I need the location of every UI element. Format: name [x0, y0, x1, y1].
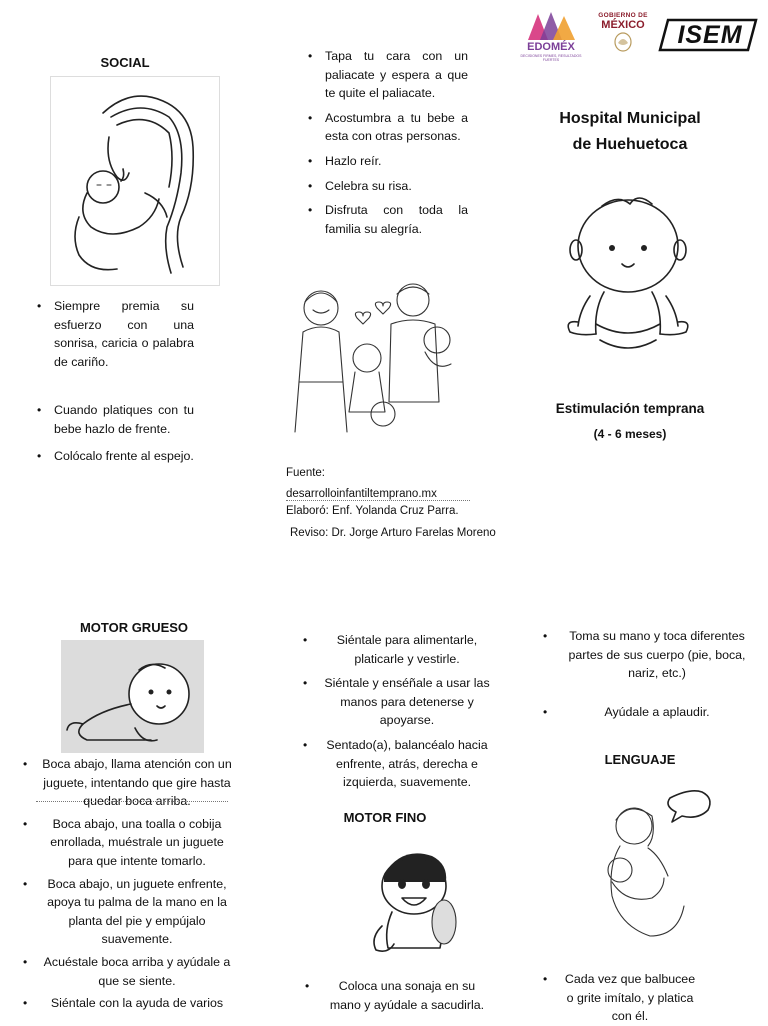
list-item: • Boca abajo, un juguete enfrente, apoya tu palma de la mano en la planta del pie y empújalo suavemente.: [40, 875, 234, 949]
crawling-baby-image: [61, 640, 204, 753]
list-item: • Ayúdale a aplaudir.: [560, 703, 754, 722]
motor-grueso-list: [40, 755, 234, 1013]
motor-grueso-heading: MOTOR GRUESO: [79, 620, 189, 635]
baby-with-rattle-image: [362, 840, 472, 960]
social-heading: SOCIAL: [100, 55, 150, 70]
list-item: • Hazlo reír.: [325, 152, 468, 171]
list-item: • Toma su mano y toca diferentes partes de sus cuerpo (pie, boca, nariz, etc.): [560, 627, 754, 683]
list-item: • Disfruta con toda la familia su alegría.: [325, 201, 468, 238]
sitting-baby-icon: [560, 190, 700, 365]
middle-top-list: [325, 47, 468, 238]
elaboro-credit: Elaboró: Enf. Yolanda Cruz Parra.: [286, 505, 459, 517]
list-item: • Siéntale con la ayuda de varios: [40, 994, 234, 1013]
isem-logo: [658, 18, 758, 52]
list-item: • Siéntale y enséñale a usar las manos para detenerse y apoyarse.: [320, 674, 494, 730]
mother-talking-image: [590, 786, 720, 951]
mother-kissing-baby-icon: [51, 77, 219, 285]
list-item: • Siéntale para alimentarle, platicarle y vestirle.: [320, 631, 494, 668]
divider-dotted: [36, 801, 228, 802]
crawling-baby-icon: [61, 640, 204, 753]
baby-with-rattle-icon: [362, 840, 472, 960]
source-url: desarrolloinfantiltemprano.mx: [286, 488, 470, 501]
motor-fino-heading: MOTOR FINO: [343, 810, 427, 825]
gobierno-label: GOBIERNO DE: [598, 12, 648, 19]
source-label: Fuente:: [286, 467, 325, 479]
list-item: • Coloca una sonaja en su mano y ayúdale a sacudirla.: [322, 977, 492, 1014]
family-with-babies-icon: [285, 272, 465, 437]
edomex-wordmark: EDOMÉX: [527, 41, 575, 53]
edomex-tagline: DECISIONES FIRMES, RESULTADOS FUERTES: [520, 54, 582, 62]
cover-subtitle: Estimulación temprana: [555, 401, 705, 416]
list-item: • Sentado(a), balancéalo hacia enfrente, atrás, derecha e izquierda, suavemente.: [320, 736, 494, 792]
motor-fino-list: [322, 977, 492, 1014]
middle-bottom-list: [320, 631, 494, 792]
mother-talking-baby-icon: [590, 786, 720, 951]
eagle-shield-icon: [594, 31, 652, 53]
lenguaje-list: [560, 970, 700, 1026]
list-item: • Boca abajo, llama atención con un juguete, intentando que gire hasta quedar boca arriba.: [40, 755, 234, 811]
list-item: • Cuando platiques con tu bebe hazlo de frente.: [54, 401, 194, 438]
edomex-logo: [520, 6, 582, 62]
list-item: • Acuéstale boca arriba y ayúdale a que se siente.: [40, 953, 234, 990]
list-item: • Celebra su risa.: [325, 177, 468, 196]
isem-wordmark: ISEM: [677, 21, 743, 49]
list-item: • Siempre premia su esfuerzo con una sonrisa, caricia o palabra de cariño.: [54, 297, 194, 371]
social-list: [54, 297, 194, 465]
mother-baby-image: [50, 76, 220, 286]
reviso-credit: Reviso: Dr. Jorge Arturo Farelas Moreno: [290, 527, 496, 539]
list-item: • Boca abajo, una toalla o cobija enrollada, muéstrale un juguete para que intente tomarlo.: [40, 815, 234, 871]
list-item: • Tapa tu cara con un paliacate y espera a que te quite el paliacate.: [325, 47, 468, 103]
cover-title-line1: Hospital Municipal: [559, 110, 701, 127]
family-image: [285, 272, 465, 437]
gobierno-mexico-logo: [594, 12, 652, 60]
lenguaje-heading: LENGUAJE: [604, 752, 676, 767]
cover-title-line2: de Huehuetoca: [572, 136, 688, 153]
mexico-label: MÉXICO: [601, 19, 645, 31]
sitting-baby-image: [560, 190, 700, 365]
list-item: • Acostumbra a tu bebe a esta con otras personas.: [325, 109, 468, 146]
list-item: • Cada vez que balbucee o grite imítalo, y platica con él.: [560, 970, 700, 1026]
cover-age-range: (4 - 6 meses): [593, 427, 667, 441]
right-bottom-list: [560, 627, 754, 721]
list-item: • Colócalo frente al espejo.: [54, 447, 194, 466]
